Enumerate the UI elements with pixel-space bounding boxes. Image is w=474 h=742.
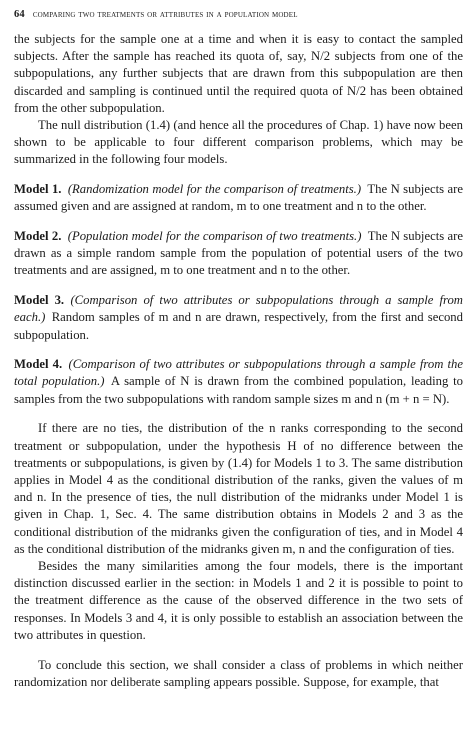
model-2-description: (Population model for the comparison of two treatments.) [67,229,362,244]
model-1-paragraph [14,181,463,215]
model-4-text: A sample of N is drawn from the combined population, leading to samples from the two subpopulations with random sample sizes m and n (m + n = N). [14,374,463,406]
model-4-description: (Comparison of two attributes or subpopulations through a sample from the total population.) [14,357,463,389]
paragraph-no-ties: If there are no ties, the distribution of the n ranks corresponding to the second treatment or subpopulation, under the hypothesis H of no difference between the treatments or subpopulations, is given by (1.4) for Models 1 to 3. The same distribution applies in Model 4 as the conditional distribution of the ranks, given the values of m and n. In the presence of ties, the null distribution of the midranks under Model 1 is given in Chap. 1, Sec. 4. The same distribution obtains in Models 2 and 3 as the conditional distribution of the midranks given the configuration of ties, and in Model 4 as the conditional distribution of the midranks given m, n and the configuration of ties. [14,421,463,556]
model-3-label: Model 3. [14,293,65,308]
model-1-description: (Randomization model for the comparison of treatments.) [67,182,362,197]
paragraph-similarities: Besides the many similarities among the four models, there is the important distinction discussed earlier in the section: in Models 1 and 2 it is possible to point to the treatment difference as the cause of the observed difference in the two sets of responses. In Models 3 and 4, it is only possible to establish an association between the two attributes in question. [14,558,463,642]
running-header [14,8,463,21]
model-1-text: The N subjects are assumed given and are assigned at random, m to one treatment and n to the other. [14,182,463,214]
model-4-paragraph [14,356,463,408]
model-1-label: Model 1. [14,182,62,197]
model-3-description: (Comparison of two attributes or subpopulations through a sample from each.) [14,293,463,325]
paragraph-null-distribution: The null distribution (1.4) (and hence all the procedures of Chap. 1) have now been shown to be applicable to four different comparison problems, which may be summarized in the following four models. [14,118,463,167]
book-page [14,8,463,691]
model-4-label: Model 4. [14,357,63,372]
model-2-paragraph [14,228,463,280]
page-number: 64 [14,9,25,20]
model-3-paragraph [14,292,463,344]
model-3-text: Random samples of m and n are drawn, respectively, from the first and second subpopulation. [14,310,463,342]
running-title: comparing two treatments or attributes in a population model [32,9,298,20]
model-2-label: Model 2. [14,229,62,244]
paragraph-conclude: To conclude this section, we shall consider a class of problems in which neither randomization nor deliberate sampling appears possible. Suppose, for example, that [14,657,463,689]
paragraph-continuation: the subjects for the sample one at a time and when it is easy to contact the sampled subjects. After the sample has reached its quota of, say, N/2 subjects from one of the subpopulations, any further subjects that are drawn from this subpopulation are then discarded and sampling is continued until the required quota of N/2 has been obtained from the other subpopulation. [14,32,463,115]
model-2-text: The N subjects are drawn as a simple random sample from the population of potential users of the two treatments and are assigned, m to one treatment and n to the other. [14,229,463,278]
